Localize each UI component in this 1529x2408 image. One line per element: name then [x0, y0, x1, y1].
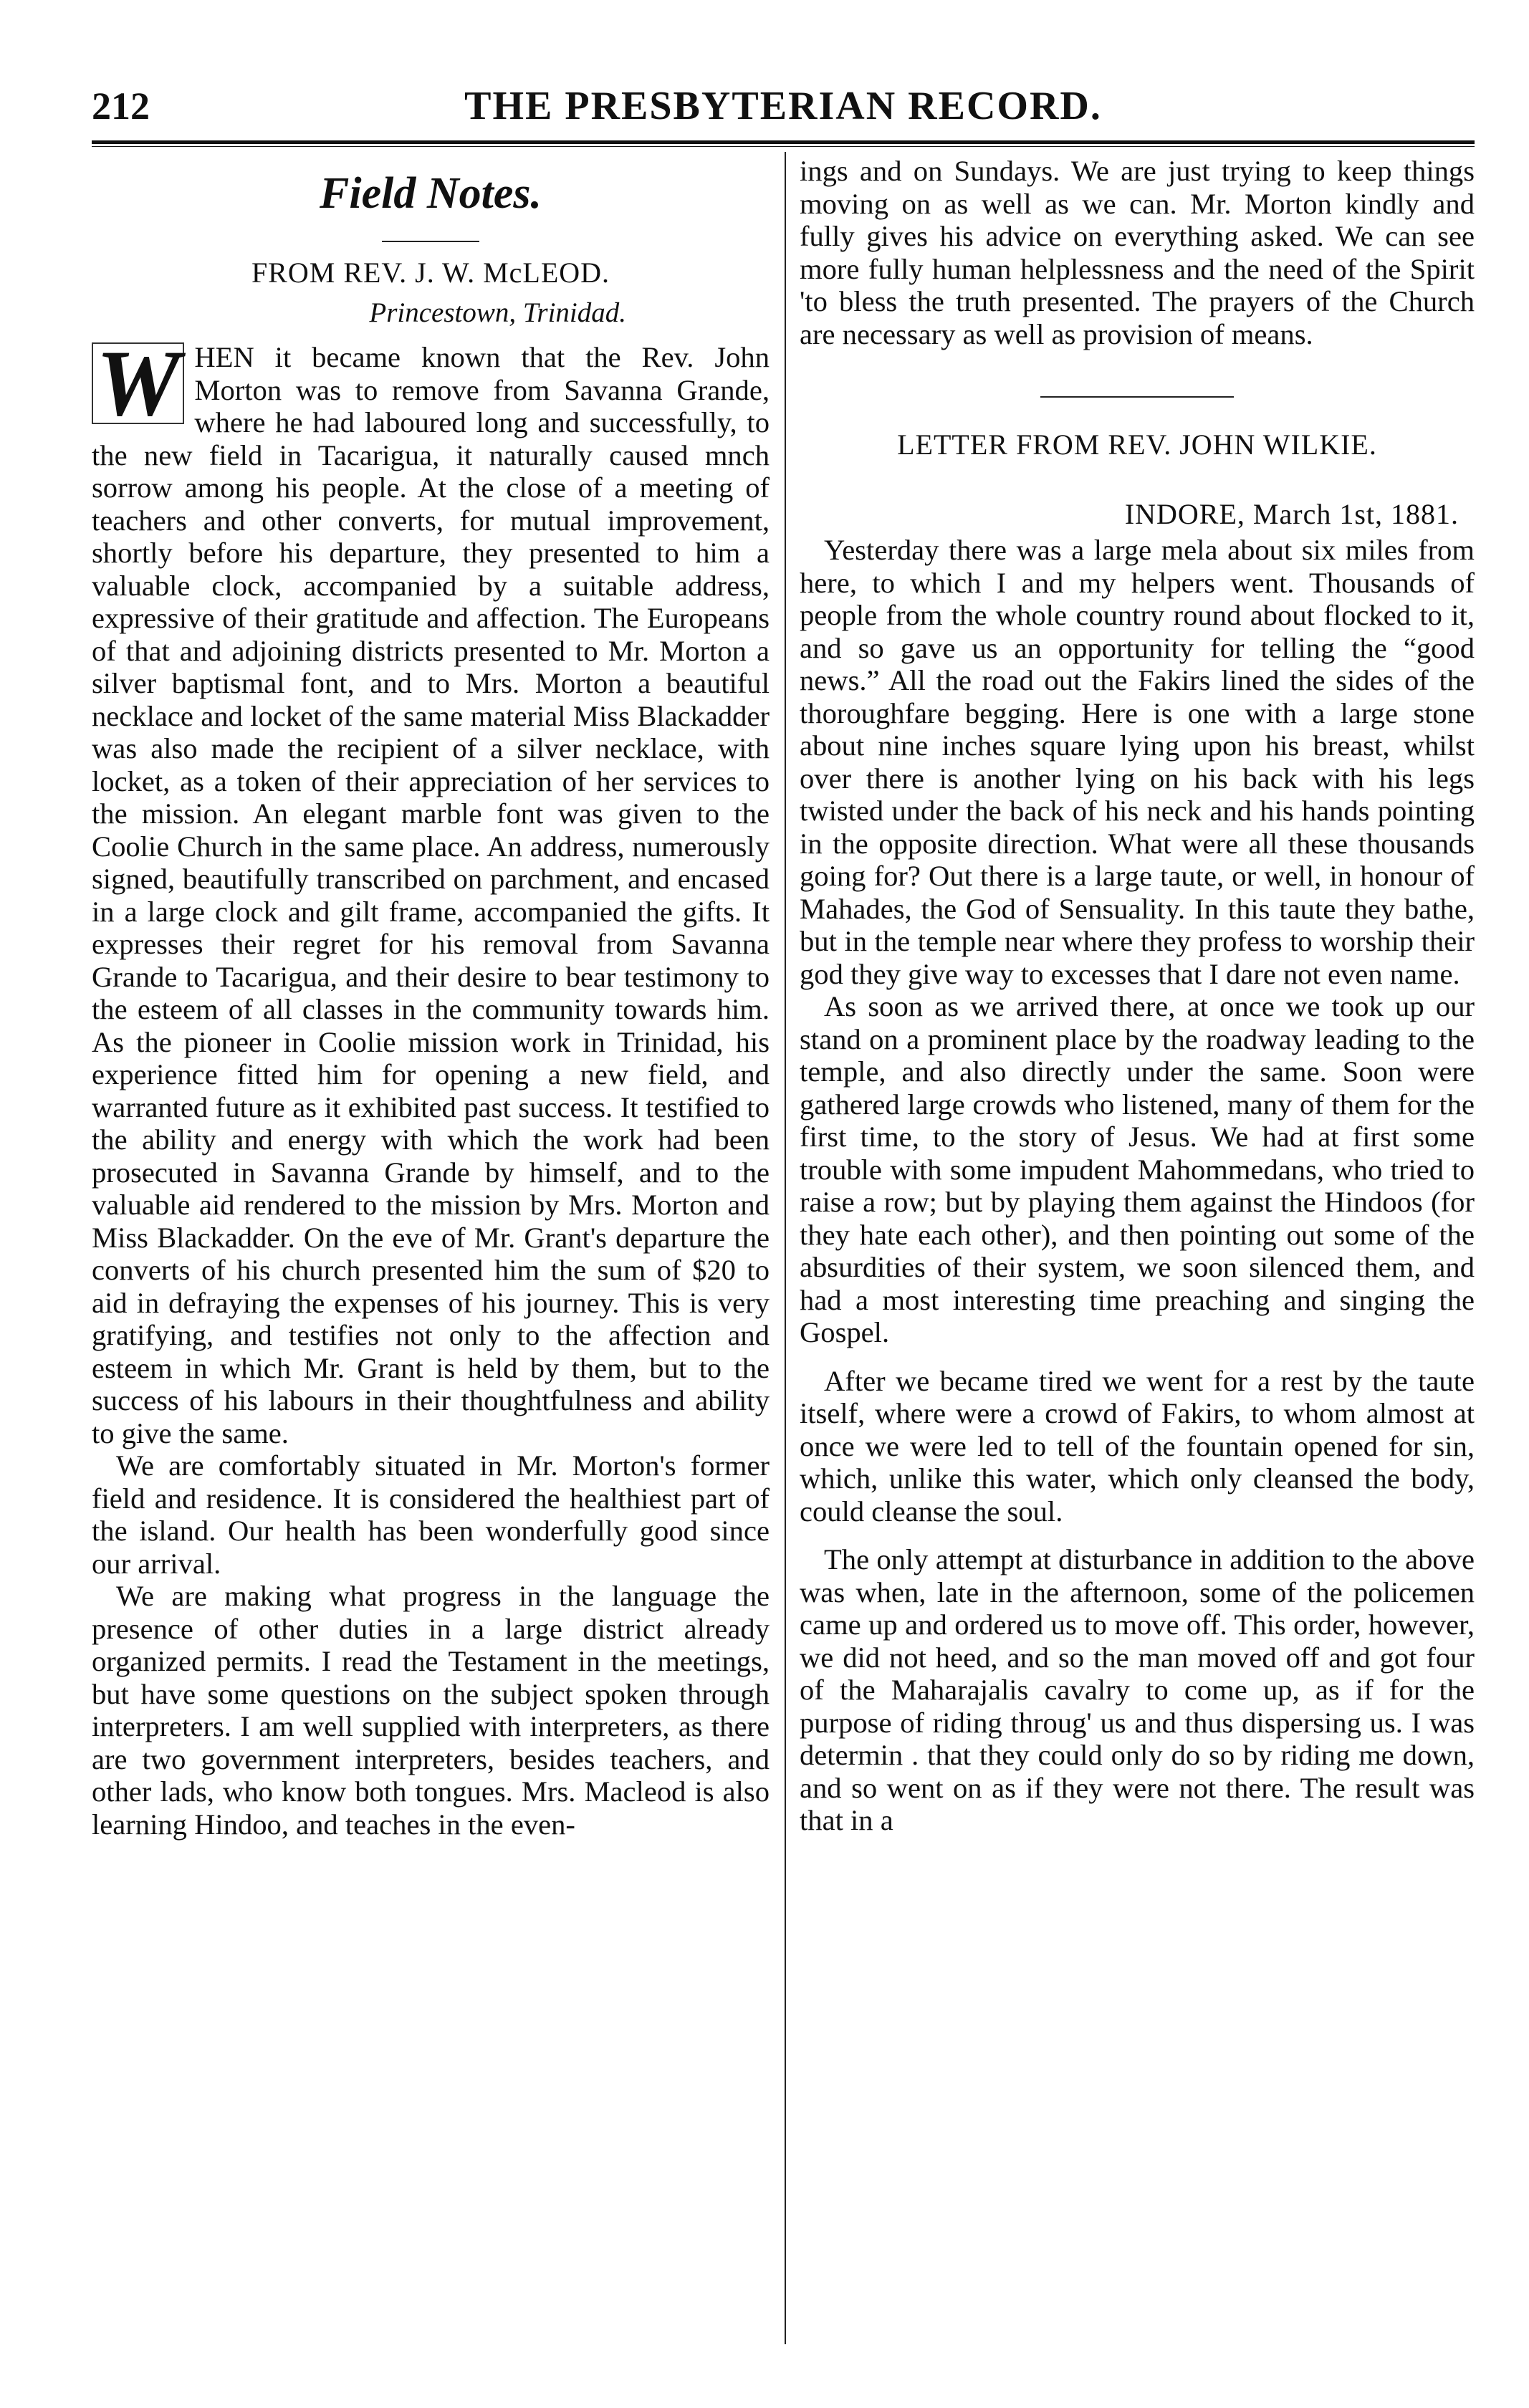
page-number: 212	[92, 85, 150, 128]
left-column	[92, 155, 770, 1841]
section-heading: Field Notes.	[320, 169, 542, 218]
header-rule	[92, 140, 1475, 147]
article-place: Princestown, Trinidad.	[369, 297, 626, 328]
page-header	[92, 77, 1475, 135]
article-paragraph: We are comfortably situated in Mr. Morton's former field and residence. It is considered the healthiest part of the island. Our health has been wonderfully good since our arrival.	[92, 1449, 770, 1580]
paragraph-gap	[800, 1349, 1475, 1365]
letter-dateline: INDORE, March 1st, 1881.	[1124, 498, 1459, 530]
journal-title: THE PRESBYTERIAN RECORD.	[464, 84, 1102, 128]
right-column	[800, 155, 1475, 1837]
letter-paragraph: Yesterday there was a large mela about six miles from here, to which I and my helpers went. Thousands of people from the whole country round about flocked to it, and so gave us an opportunity for telling the “good news.” All the road out the Fakirs lined the sides of the thoroughfare begging. Here is one with a large stone about nine inches square lying upon his breast, whilst over there is another lying on his back with his legs twisted under the back of his neck and his hands pointing in the opposite direction. What were all these thousands going for? Out there is a large taute, or well, in honour of Mahades, the God of Sensuality. In this taute they bathe, but in the temple near where they profess to worship their god they give way to excesses that I dare not even name.	[800, 534, 1475, 990]
column-divider	[785, 152, 786, 2344]
letter-paragraph: The only attempt at disturbance in addition to the above was when, late in the afternoon, some of the policemen came up and ordered us to move off. This order, however, we did not heed, and so the man moved off and got four of the Maharajalis cavalry to come up, as if for the purpose of riding throug' us and thus dispersing us. I was determin . that they could only do so by riding me down, and so went on as if they were not there. The result was that in a	[800, 1543, 1475, 1836]
letter-paragraph: After we became tired we went for a rest by the taute itself, where were a crowd of Fakirs, to whom almost at once we were led to tell of the fountain opened for sin, which, unlike this water, which only cleansed the body, could cleanse the soul.	[800, 1364, 1475, 1527]
paragraph-text: HEN it became known that the Rev. John Morton was to remove from Savanna Grande, where he had laboured long and successfully, to the new field in Tacarigua, it naturally caused mnch sorrow among his people. At the close of a meeting of teachers and other converts, for mutual improvement, shortly before his departure, they presented to him a valuable clock, accompanied by a suitable address, expressive of their gratitude and affection. The Europeans of that and adjoining districts presented to Mr. Morton a silver baptismal font, and to Mrs. Morton a beautiful necklace and locket of the same material Miss Blackadder was also made the recipient of a silver necklace, with locket, as a token of their appreciation of her services to the mission. An elegant marble font was given to the Coolie Church in the same place. An address, numerously signed, beautifully transcribed on parchment, and encased in a large clock and gilt frame, accompanied the gifts. It expresses their regret for his removal from Savanna Grande to Tacarigua, and their desire to bear testimony to the esteem of all classes in the community towards him. As the pioneer in Coolie mission work in Trinidad, his experience fitted him for opening a new field, and warranted future as it exhibited past success. It testified to the ability and energy with which the work had been prosecuted in Savanna Grande by himself, and to the valuable aid rendered to the mission by Mrs. Morton and Miss Blackadder. On the eve of Mr. Grant's departure the converts of his church presented him the sum of $20 to aid in defraying the expenses of his journey. This is very gratifying, and testifies not only to the affection and esteem in which Mr. Grant is held by them, but to the success of his labours in their thoughtfulness and ability to give the same.	[92, 341, 770, 1449]
article-byline: FROM REV. J. W. McLEOD.	[251, 256, 610, 289]
heading-rule	[382, 241, 479, 242]
continued-paragraph: ings and on Sundays. We are just trying to keep things moving on as well as we can. Mr. Morton kindly and fully gives his advice on everything asked. We can see more fully human helplessness and the need of the Spirit 'to bless the truth presented. The prayers of the Church are necessary as well as provision of means.	[800, 155, 1475, 350]
article-paragraph: We are making what progress in the language the presence of other duties in a large district already organized permits. I read the Testament in the meetings, but have some questions on the subject spoken through interpreters. I am well supplied with interpreters, as there are two government interpreters, besides teachers, and other lads, who know both tongues. Mrs. Macleod is also learning Hindoo, and teaches in the even-	[92, 1580, 770, 1841]
letter-title: LETTER FROM REV. JOHN WILKIE.	[897, 428, 1377, 461]
paragraph-gap	[800, 1527, 1475, 1543]
letter-paragraph: As soon as we arrived there, at once we took up our stand on a prominent place by the roadway leading to the temple, and also directly under the same. Soon were gathered large crowds who listened, many of them for the first time, to the story of Jesus. We had at first some trouble with some impudent Mahommedans, who tried to raise a row; but by playing them against the Hindoos (for they hate each other), and then pointing out some of the absurdities of their system, we soon silenced them, and had a most interesting time preaching and singing the Gospel.	[800, 990, 1475, 1348]
section-rule	[1040, 396, 1234, 398]
article-paragraph	[92, 330, 770, 1449]
drop-cap: W	[92, 342, 184, 424]
